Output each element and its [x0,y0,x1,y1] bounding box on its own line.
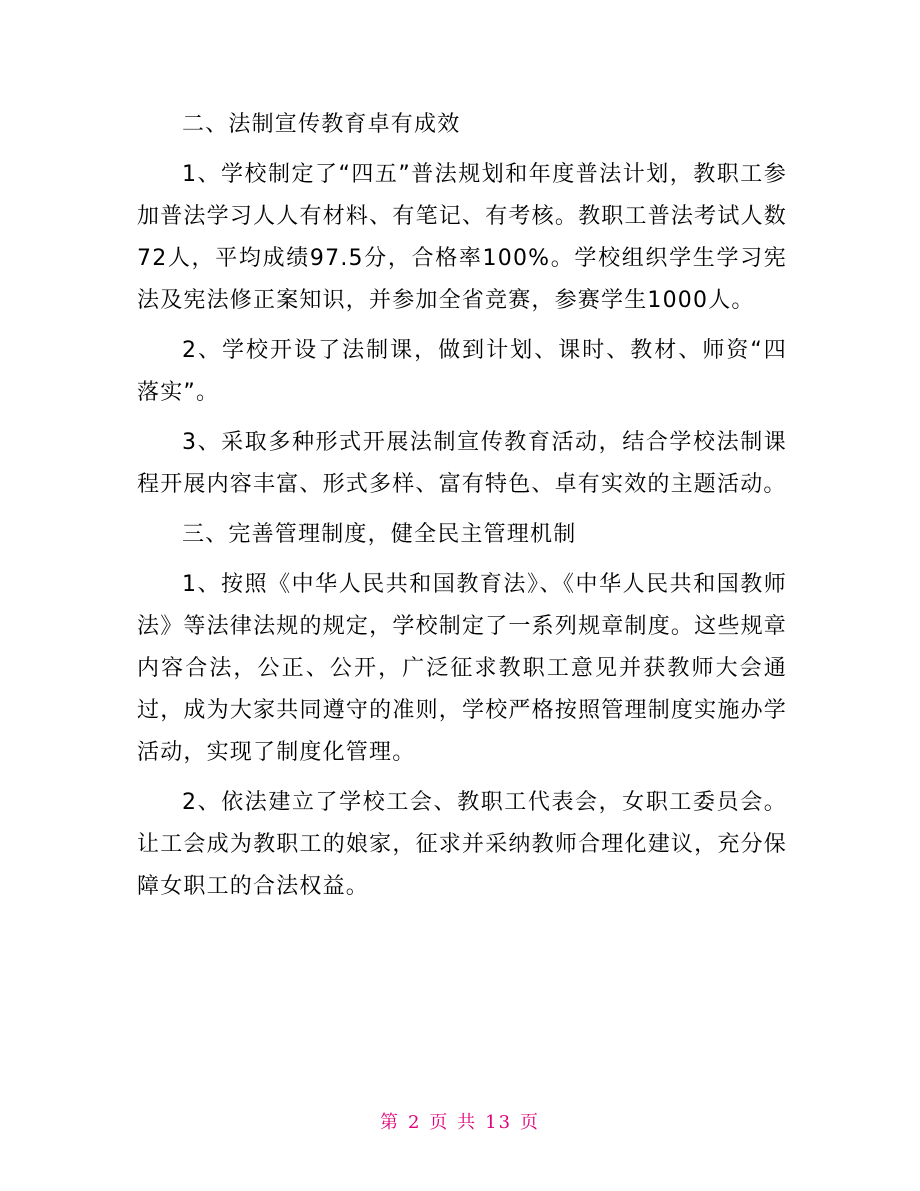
paragraph-education-activities: 3、采取多种形式开展法制宣传教育活动，结合学校法制课程开展内容丰富、形式多样、富有特色、卓有实效的主题活动。 [137,430,787,497]
paragraph-legal-course: 2、学校开设了法制课，做到计划、课时、教材、师资“四落实”。 [137,338,787,405]
paragraph-trade-union: 2、依法建立了学校工会、教职工代表会，女职工委员会。让工会成为教职工的娘家，征求并采纳教师合理化建议，充分保障女职工的合法权益。 [137,790,787,899]
footer-total-pages: 13 [485,1112,513,1133]
document-body [137,104,787,916]
footer-middle: 页 共 [429,1112,478,1133]
section-heading-legal-education: 二、法制宣传教育卓有成效 [182,112,461,137]
paragraph-rules-regulations: 1、按照《中华人民共和国教育法》、《中华人民共和国教师法》等法律法规的规定，学校制定了一系列规章制度。这些规章内容合法，公正、公开，广泛征求教职工意见并获教师大会通过，成为大家共同遵守的准则，学校严格按照管理制度实施办学活动，实现了制度化管理。 [137,572,787,765]
paragraph-law-popularization-plan: 1、学校制定了“四五”普法规划和年度普法计划，教职工参加普法学习人人有材料、有笔记、有考核。教职工普法考试人数72人，平均成绩97.5分，合格率100%。学校组织学生学习宪法及宪法修正案知识，并参加全省竞赛，参赛学生1000人。 [137,162,787,313]
page-footer [0,1108,920,1134]
footer-page-number: 2 [407,1112,422,1133]
section-heading-management-system: 三、完善管理制度，健全民主管理机制 [182,522,577,547]
footer-suffix: 页 [520,1112,541,1133]
footer-prefix: 第 [379,1112,400,1133]
